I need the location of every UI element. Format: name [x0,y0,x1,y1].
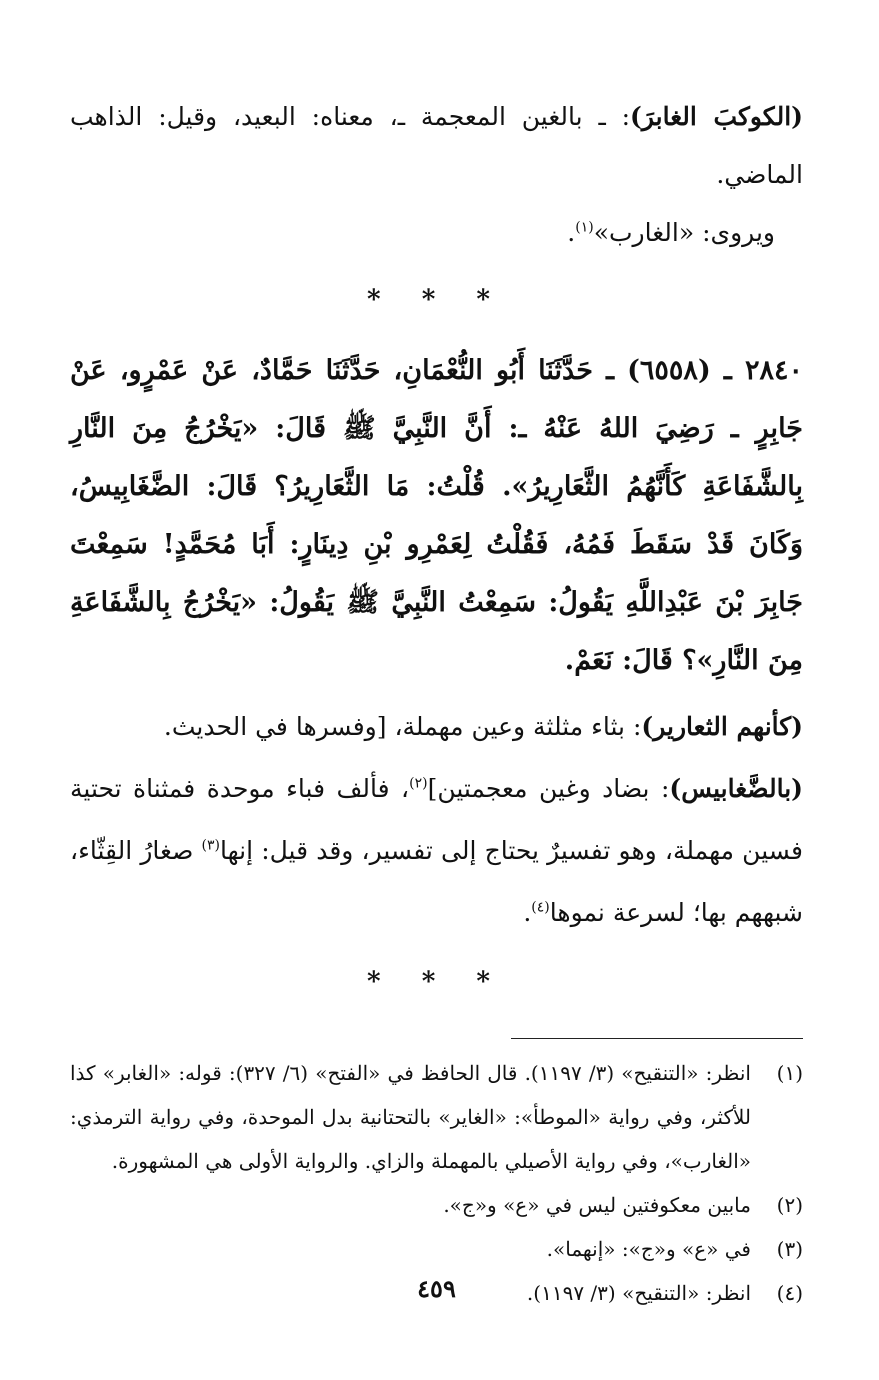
footnote-ref-3[interactable]: (٣) [201,837,220,854]
commentary-paragraph-kawkab [70,88,803,204]
lemma-thaarir: (كأنهم الثعارير) [641,712,803,741]
commentary-paragraph-daghabis [70,758,803,944]
footnote-number: (٢) [776,1193,803,1217]
lemma-thaarir-explanation: : بثاء مثلثة وعين مهملة، [وفسرها في الحديث. [163,712,642,741]
lemma-daghabis-explanation-a: : بضاد وغين معجمتين] [427,774,670,803]
variant-reading-paragraph [70,204,803,262]
footnote-text: في «ع» و«ج»: «إنهما». [546,1237,751,1261]
variant-reading-end: . [567,218,576,247]
footnote-divider [511,1038,803,1039]
footnote-item [70,1051,803,1183]
hadith-text: ٢٨٤٠ ـ (٦٥٥٨) ـ حَدَّثَنَا أَبُو النُّعْمَانِ، حَدَّثَنَا حَمَّادٌ، عَنْ عَمْرٍو، عَنْ جَابِرٍ ـ رَضِيَ اللهُ عَنْهُ ـ: أَنَّ النَّبِيَّ ﷺ قَالَ: «يَخْرُجُ مِنَ النَّارِ بِالشَّفَاعَةِ كَأَنَّهُمُ الثَّعَارِيرُ». قُلْتُ: مَا الثَّعَارِيرُ؟ قَالَ: الضَّغَابِيسُ، وَكَانَ قَدْ سَقَطَ فَمُهُ، فَقُلْتُ لِعَمْرِو بْنِ دِينَارٍ: أَبَا مُحَمَّدٍ! سَمِعْتَ جَابِرَ بْنَ عَبْدِاللَّهِ يَقُولُ: سَمِعْتُ النَّبِيَّ ﷺ يَقُولُ: «يَخْرُجُ بِالشَّفَاعَةِ مِنَ النَّارِ»؟ قَالَ: نَعَمْ. [70,355,803,676]
footnote-number: (٣) [776,1237,803,1261]
footnote-ref-4[interactable]: (٤) [531,899,550,916]
footnote-ref-2[interactable]: (٢) [409,775,428,792]
footnote-number: (١) [776,1061,803,1085]
footnote-number: (٤) [776,1281,803,1305]
footnote-ref-1[interactable]: (١) [575,219,594,236]
footnote-text: مابين معكوفتين ليس في «ع» و«ج». [443,1193,751,1217]
footnote-text: انظر: «التنقيح» (٣/ ١١٩٧). [526,1281,751,1305]
lemma-daghabis: (بالضَّغابيس) [669,774,803,803]
book-page [70,88,803,1380]
variant-reading-text: ويروى: «الغارب» [593,218,775,247]
lemma-kawkab: (الكوكبَ الغابرَ) [630,102,804,131]
section-separator: * * * [367,285,506,315]
page-number: ٤٥٩ [417,1274,456,1303]
footnote-item [70,1227,803,1271]
footnote-text: انظر: «التنقيح» (٣/ ١١٩٧). قال الحافظ في «الفتح» (٦/ ٣٢٧): قوله: «الغابر» كذا للأكثر، وفي رواية «الموطأ»: «الغاير» بالتحتانية بدل الموحدة، وفي رواية الترمذي: «الغارب»، وفي رواية الأصيلي بالمهملة والزاي. والرواية الأولى هي المشهورة. [70,1061,751,1173]
footnote-item [70,1183,803,1227]
lemma-kawkab-explanation: : ـ بالغين المعجمة ـ، معناه: البعيد، وقيل: الذاهب الماضي. [70,102,803,189]
lemma-daghabis-explanation-b: ، فألف فباء موحدة فمثناة تحتية فسين مهملة، وهو تفسيرٌ يحتاج إلى تفسير، وقد قيل: إنها [70,774,803,865]
lemma-daghabis-explanation-c: صغارُ القِثّاء، شبههم بها؛ لسرعة نموها [70,836,803,927]
section-separator-2: * * * [367,967,506,997]
commentary-paragraph-thaarir [70,696,803,758]
lemma-daghabis-explanation-d: . [523,898,532,927]
